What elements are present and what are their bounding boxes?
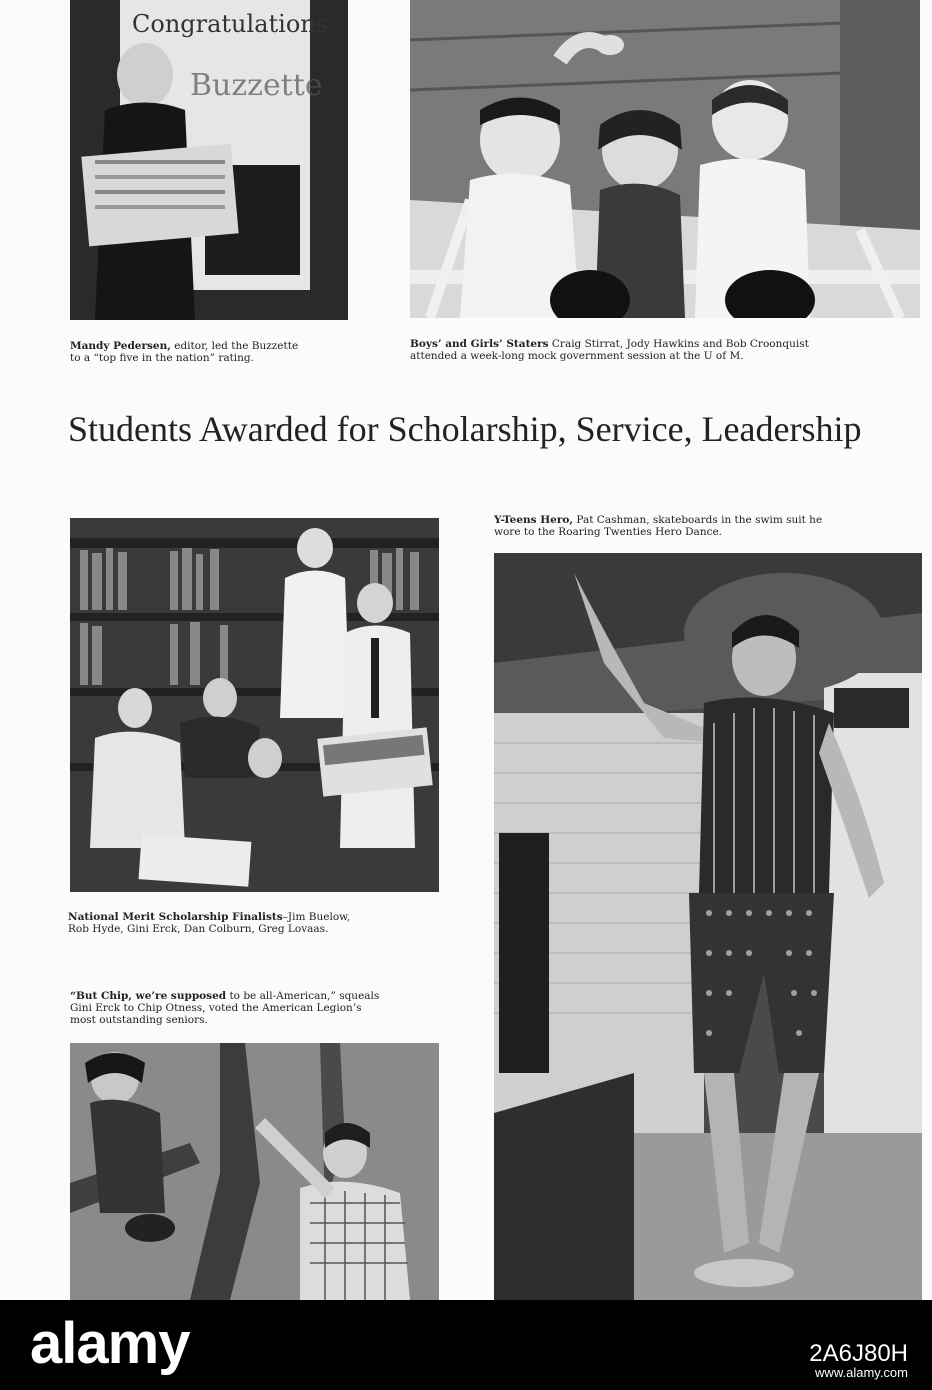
caption-staters-title: Boys’ and Girls’ Staters xyxy=(410,338,549,350)
caption-yteens-line2: wore to the Roaring Twenties Hero Dance. xyxy=(494,526,723,538)
caption-staters xyxy=(410,338,925,362)
caption-chip-line3: most outstanding seniors. xyxy=(70,1014,208,1026)
site-url: www.alamy.com xyxy=(815,1365,908,1380)
caption-mandy-pedersen xyxy=(70,340,370,364)
caption-mandy-text: editor, led the Buzzette xyxy=(170,340,299,352)
caption-yteens-title: Y-Teens Hero, xyxy=(494,514,574,526)
caption-chip-line2: Gini Erck to Chip Otness, voted the American Legion’s xyxy=(70,1002,362,1014)
caption-mandy-line2: to a “top five in the nation” rating. xyxy=(70,352,254,364)
page-headline: Students Awarded for Scholarship, Service, Leadership xyxy=(68,409,862,449)
caption-chip-text: to be all-American,” squeals xyxy=(226,990,380,1002)
banner-buzzette: Buzzette xyxy=(190,68,323,103)
photo-chip-gini xyxy=(70,1043,439,1300)
caption-merit-finalists xyxy=(68,911,448,935)
caption-y-teens-hero xyxy=(494,514,924,538)
image-id: 2A6J80H xyxy=(809,1340,908,1367)
photo-staters xyxy=(410,0,920,318)
caption-staters-text: Craig Stirrat, Jody Hawkins and Bob Croonquist xyxy=(548,338,809,350)
alamy-logo: alamy xyxy=(30,1311,190,1376)
photo-mandy-pedersen xyxy=(70,0,348,320)
caption-mandy-name: Mandy Pedersen, xyxy=(70,340,171,352)
photo-y-teens-hero xyxy=(494,553,922,1300)
caption-merit-line2: Rob Hyde, Gini Erck, Dan Colburn, Greg Lovaas. xyxy=(68,923,329,935)
caption-merit-text: –Jim Buelow, xyxy=(282,911,351,923)
caption-chip-quote: “But Chip, we’re supposed xyxy=(70,990,227,1002)
caption-merit-title: National Merit Scholarship Finalists xyxy=(68,911,283,923)
caption-staters-line2: attended a week-long mock government session at the U of M. xyxy=(410,350,744,362)
caption-yteens-text: Pat Cashman, skateboards in the swim suit he xyxy=(573,514,823,526)
photo-merit-finalists xyxy=(70,518,439,892)
banner-congratulations: Congratulations xyxy=(132,10,329,38)
caption-chip-otness xyxy=(70,990,450,1026)
